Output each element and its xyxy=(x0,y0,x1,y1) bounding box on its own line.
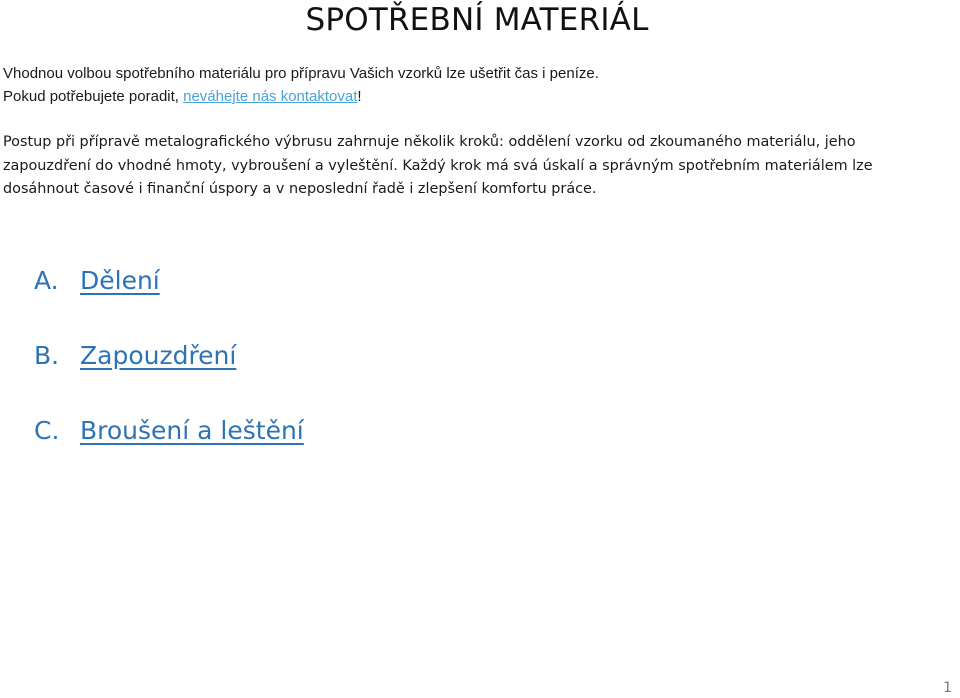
intro-line-savings: Vhodnou volbou spotřebního materiálu pro přípravu Vašich vzorků lze ušetřit čas i peníze. xyxy=(3,65,599,82)
section-link-zapouzdreni[interactable]: Zapouzdření xyxy=(80,341,237,370)
intro-contact-prefix: Pokud potřebujete poradit, xyxy=(3,88,184,105)
page-number: 1 xyxy=(943,680,952,696)
intro-contact-suffix: ! xyxy=(357,88,362,105)
contact-link[interactable]: neváhejte nás kontaktovat xyxy=(183,88,358,105)
section-item-brouseni xyxy=(34,416,304,491)
intro-line-contact xyxy=(3,85,599,108)
section-link-deleni[interactable]: Dělení xyxy=(80,266,160,295)
section-list xyxy=(34,266,304,491)
section-item-deleni xyxy=(34,266,304,341)
section-marker: C. xyxy=(34,416,60,445)
section-marker: B. xyxy=(34,341,60,370)
intro-text xyxy=(3,62,599,108)
page-title: SPOTŘEBNÍ MATERIÁL xyxy=(305,2,649,38)
section-link-brouseni-a-lesteni[interactable]: Broušení a leštění xyxy=(80,416,304,445)
section-item-zapouzdreni xyxy=(34,341,304,416)
section-marker: A. xyxy=(34,266,59,295)
procedure-paragraph: Postup při přípravě metalografického výbrusu zahrnuje několik kroků: oddělení vzorku od zkoumaného materiálu, jeho zapouzdření do vhodné hmoty, vybroušení a vyleštění. Každý krok má svá úskalí a správným spotřebním materiálem lze dosáhnout časové i finanční úspory a v neposlední řadě i zlepšení komfortu práce. xyxy=(3,134,873,197)
